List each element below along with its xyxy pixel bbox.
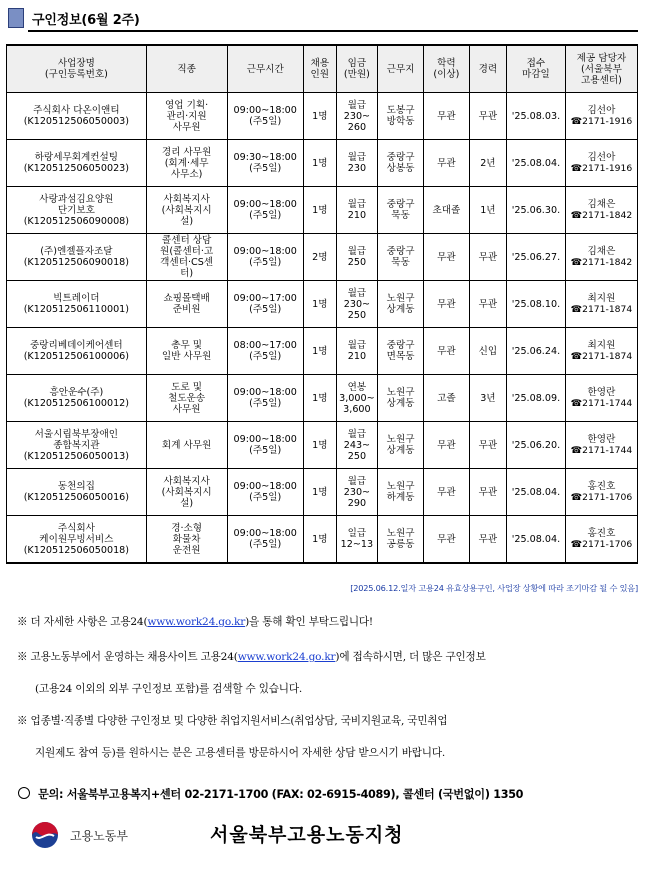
hours-cell: 09:00~18:00 (주5일) xyxy=(227,422,303,469)
table-row xyxy=(7,281,638,328)
occupation-cell: 경·소형 화물차 운전원 xyxy=(146,516,227,564)
col-header-location: 근무지 xyxy=(378,45,424,93)
note-1 xyxy=(17,614,373,629)
location-cell: 도봉구 방학동 xyxy=(378,93,424,140)
table-row xyxy=(7,234,638,281)
note-2 xyxy=(17,649,486,664)
deadline-cell: '25.06.27. xyxy=(506,234,565,281)
contact-person-phone: ☎2171-1874 xyxy=(570,351,633,362)
company-cell: 중랑리베데이케어센터 (K120512506100006) xyxy=(7,328,147,375)
contact-person-cell xyxy=(565,187,637,234)
page-title-bar xyxy=(8,8,638,30)
wage-cell: 일급 12~13 xyxy=(336,516,377,564)
company-cell: 빅트레이더 (K120512506110001) xyxy=(7,281,147,328)
experience-cell: 1년 xyxy=(469,187,506,234)
page-title: 구인정보(6월 2주) xyxy=(32,13,140,28)
company-cell: 하랑세무회계컨설팅 (K120512506050023) xyxy=(7,140,147,187)
note-2-text-b: )에 접속하시면, 더 많은 구인정보 xyxy=(335,651,486,663)
hours-cell: 08:00~17:00 (주5일) xyxy=(227,328,303,375)
work24-link-2[interactable]: www.work24.go.kr xyxy=(237,651,336,663)
note-3: ※ 업종별·직종별 다양한 구인정보 및 다양한 취업지원서비스(취업상담, 국비지원교육, 국민취업 xyxy=(17,715,448,727)
company-cell: 주식회사 케이원무빙서비스 (K120512506050018) xyxy=(7,516,147,564)
table-row xyxy=(7,375,638,422)
experience-cell: 무관 xyxy=(469,422,506,469)
col-header-wage: 임금 (만원) xyxy=(336,45,377,93)
contact-person-cell xyxy=(565,140,637,187)
note-1-text-b: )을 통해 확인 부탁드립니다! xyxy=(245,616,373,628)
col-header-hours: 근무시간 xyxy=(227,45,303,93)
hours-cell: 09:00~18:00 (주5일) xyxy=(227,234,303,281)
title-marker-box xyxy=(8,8,24,28)
wage-cell: 월급 250 xyxy=(336,234,377,281)
experience-cell: 3년 xyxy=(469,375,506,422)
table-row xyxy=(7,469,638,516)
contact-person-phone: ☎2171-1706 xyxy=(570,492,633,503)
occupation-cell: 쇼핑몰택배 준비원 xyxy=(146,281,227,328)
ministry-name: 고용노동부 xyxy=(70,829,128,843)
contact-person-cell xyxy=(565,469,637,516)
experience-cell: 무관 xyxy=(469,469,506,516)
contact-person-name: 한영란 xyxy=(587,387,616,398)
location-cell: 노원구 상계동 xyxy=(378,422,424,469)
hours-cell: 09:30~18:00 (주5일) xyxy=(227,140,303,187)
office-name: 서울북부고용노동지청 xyxy=(210,824,404,846)
occupation-cell: 영업 기획· 관리·지원 사무원 xyxy=(146,93,227,140)
education-cell: 무관 xyxy=(424,234,470,281)
company-cell: 서울시립북부장애인 종합복지관 (K120512506050013) xyxy=(7,422,147,469)
contact-person-phone: ☎2171-1842 xyxy=(570,210,633,221)
contact-person-cell xyxy=(565,422,637,469)
company-cell: 사랑과섬김요양원 단기보호 (K120512506090008) xyxy=(7,187,147,234)
location-cell: 노원구 상계동 xyxy=(378,281,424,328)
experience-cell: 무관 xyxy=(469,234,506,281)
deadline-cell: '25.08.03. xyxy=(506,93,565,140)
col-header-occupation: 직종 xyxy=(146,45,227,93)
wage-cell: 월급 230~ 250 xyxy=(336,281,377,328)
wage-cell: 월급 230~ 260 xyxy=(336,93,377,140)
table-row xyxy=(7,93,638,140)
headcount-cell: 1명 xyxy=(303,469,336,516)
col-header-company: 사업장명 (구인등록번호) xyxy=(7,45,147,93)
occupation-cell: 콜센터 상담 원(콜센터·고 객센터·CS센 터) xyxy=(146,234,227,281)
education-cell: 무관 xyxy=(424,328,470,375)
experience-cell: 무관 xyxy=(469,281,506,328)
deadline-cell: '25.08.04. xyxy=(506,516,565,564)
occupation-cell: 도로 및 철도운송 사무원 xyxy=(146,375,227,422)
contact-person-cell xyxy=(565,516,637,564)
contact-person-name: 홍진호 xyxy=(587,528,616,539)
location-cell: 중랑구 상봉동 xyxy=(378,140,424,187)
headcount-cell: 2명 xyxy=(303,234,336,281)
contact-person-cell xyxy=(565,375,637,422)
hours-cell: 09:00~18:00 (주5일) xyxy=(227,375,303,422)
hours-cell: 09:00~18:00 (주5일) xyxy=(227,469,303,516)
contact-person-cell xyxy=(565,328,637,375)
contact-person-name: 김선아 xyxy=(587,152,616,163)
company-cell: (주)엔젤플자조달 (K120512506090018) xyxy=(7,234,147,281)
table-row xyxy=(7,516,638,564)
note-2-text-a: ※ 고용노동부에서 운영하는 채용사이트 고용24( xyxy=(17,651,238,663)
contact-person-phone: ☎2171-1916 xyxy=(570,116,633,127)
occupation-cell: 총무 및 일반 사무원 xyxy=(146,328,227,375)
wage-cell: 월급 230~ 290 xyxy=(336,469,377,516)
headcount-cell: 1명 xyxy=(303,516,336,564)
deadline-cell: '25.06.20. xyxy=(506,422,565,469)
education-cell: 무관 xyxy=(424,140,470,187)
contact-person-phone: ☎2171-1842 xyxy=(570,257,633,268)
hours-cell: 09:00~18:00 (주5일) xyxy=(227,516,303,564)
note-3-continuation: 지원제도 참여 등)를 원하시는 분은 고용센터를 방문하시어 자세한 상담 받으시기 바랍니다. xyxy=(35,747,446,759)
contact-person-phone: ☎2171-1706 xyxy=(570,539,633,550)
location-cell: 노원구 하계동 xyxy=(378,469,424,516)
wage-cell: 월급 210 xyxy=(336,187,377,234)
education-cell: 무관 xyxy=(424,281,470,328)
contact-line xyxy=(18,786,523,802)
contact-person-name: 홍진호 xyxy=(587,481,616,492)
company-cell: 동천의집 (K120512506050016) xyxy=(7,469,147,516)
contact-person-name: 최지원 xyxy=(587,340,616,351)
occupation-cell: 사회복지사 (사회복지시 설) xyxy=(146,469,227,516)
education-cell: 초대졸 xyxy=(424,187,470,234)
col-header-experience: 경력 xyxy=(469,45,506,93)
headcount-cell: 1명 xyxy=(303,140,336,187)
contact-person-phone: ☎2171-1874 xyxy=(570,304,633,315)
hours-cell: 09:00~17:00 (주5일) xyxy=(227,281,303,328)
education-cell: 고졸 xyxy=(424,375,470,422)
contact-person-name: 한영란 xyxy=(587,434,616,445)
experience-cell: 신입 xyxy=(469,328,506,375)
contact-text: 문의: 서울북부고용복지+센터 02-2171-1700 (FAX: 02-6915-4089), 콜센터 (국번없이) 1350 xyxy=(38,788,524,801)
education-cell: 무관 xyxy=(424,422,470,469)
contact-person-name: 김선아 xyxy=(587,105,616,116)
contact-person-cell xyxy=(565,281,637,328)
circle-bullet-icon xyxy=(18,787,30,799)
col-header-education: 학력 (이상) xyxy=(424,45,470,93)
contact-person-name: 김채은 xyxy=(587,199,616,210)
contact-person-phone: ☎2171-1744 xyxy=(570,398,633,409)
col-header-headcount: 채용 인원 xyxy=(303,45,336,93)
headcount-cell: 1명 xyxy=(303,281,336,328)
experience-cell: 2년 xyxy=(469,140,506,187)
occupation-cell: 사회복지사 (사회복지시 설) xyxy=(146,187,227,234)
location-cell: 노원구 상계동 xyxy=(378,375,424,422)
hours-cell: 09:00~18:00 (주5일) xyxy=(227,187,303,234)
deadline-cell: '25.06.24. xyxy=(506,328,565,375)
note-2-continuation: (고용24 이외의 외부 구인정보 포함)를 검색할 수 있습니다. xyxy=(35,683,303,695)
company-cell: 주식회사 다온이앤티 (K120512506050003) xyxy=(7,93,147,140)
hours-cell: 09:00~18:00 (주5일) xyxy=(227,93,303,140)
headcount-cell: 1명 xyxy=(303,375,336,422)
ministry-logo-icon xyxy=(30,820,60,850)
deadline-cell: '25.06.30. xyxy=(506,187,565,234)
table-row xyxy=(7,140,638,187)
education-cell: 무관 xyxy=(424,516,470,564)
col-header-deadline: 접수 마감일 xyxy=(506,45,565,93)
data-date-note: [2025.06.12.일자 고용24 유효상용구인, 사업장 상황에 따라 조기마감 될 수 있음] xyxy=(350,583,638,593)
contact-person-name: 최지원 xyxy=(587,293,616,304)
experience-cell: 무관 xyxy=(469,516,506,564)
location-cell: 중랑구 묵동 xyxy=(378,234,424,281)
deadline-cell: '25.08.04. xyxy=(506,140,565,187)
headcount-cell: 1명 xyxy=(303,328,336,375)
table-row xyxy=(7,328,638,375)
contact-person-cell xyxy=(565,93,637,140)
location-cell: 노원구 공릉동 xyxy=(378,516,424,564)
note-1-text-a: ※ 더 자세한 사항은 고용24( xyxy=(17,616,148,628)
headcount-cell: 1명 xyxy=(303,93,336,140)
occupation-cell: 경리 사무원 (회계·세무 사무소) xyxy=(146,140,227,187)
work24-link-1[interactable]: www.work24.go.kr xyxy=(147,616,246,628)
deadline-cell: '25.08.10. xyxy=(506,281,565,328)
experience-cell: 무관 xyxy=(469,93,506,140)
deadline-cell: '25.08.09. xyxy=(506,375,565,422)
wage-cell: 월급 230 xyxy=(336,140,377,187)
location-cell: 중랑구 묵동 xyxy=(378,187,424,234)
table-row xyxy=(7,422,638,469)
table-header-row xyxy=(7,45,638,93)
job-listings-table xyxy=(6,44,638,564)
occupation-cell: 회계 사무원 xyxy=(146,422,227,469)
wage-cell: 연봉 3,000~ 3,600 xyxy=(336,375,377,422)
title-underline xyxy=(28,30,638,32)
company-cell: 흥안운수(주) (K120512506100012) xyxy=(7,375,147,422)
table-row xyxy=(7,187,638,234)
deadline-cell: '25.08.04. xyxy=(506,469,565,516)
contact-person-name: 김채은 xyxy=(587,246,616,257)
location-cell: 중랑구 면목동 xyxy=(378,328,424,375)
education-cell: 무관 xyxy=(424,93,470,140)
education-cell: 무관 xyxy=(424,469,470,516)
headcount-cell: 1명 xyxy=(303,187,336,234)
contact-person-cell xyxy=(565,234,637,281)
wage-cell: 월급 243~ 250 xyxy=(336,422,377,469)
contact-person-phone: ☎2171-1744 xyxy=(570,445,633,456)
headcount-cell: 1명 xyxy=(303,422,336,469)
col-header-contact-person: 제공 담당자 (서울북부 고용센터) xyxy=(565,45,637,93)
wage-cell: 월급 210 xyxy=(336,328,377,375)
contact-person-phone: ☎2171-1916 xyxy=(570,163,633,174)
